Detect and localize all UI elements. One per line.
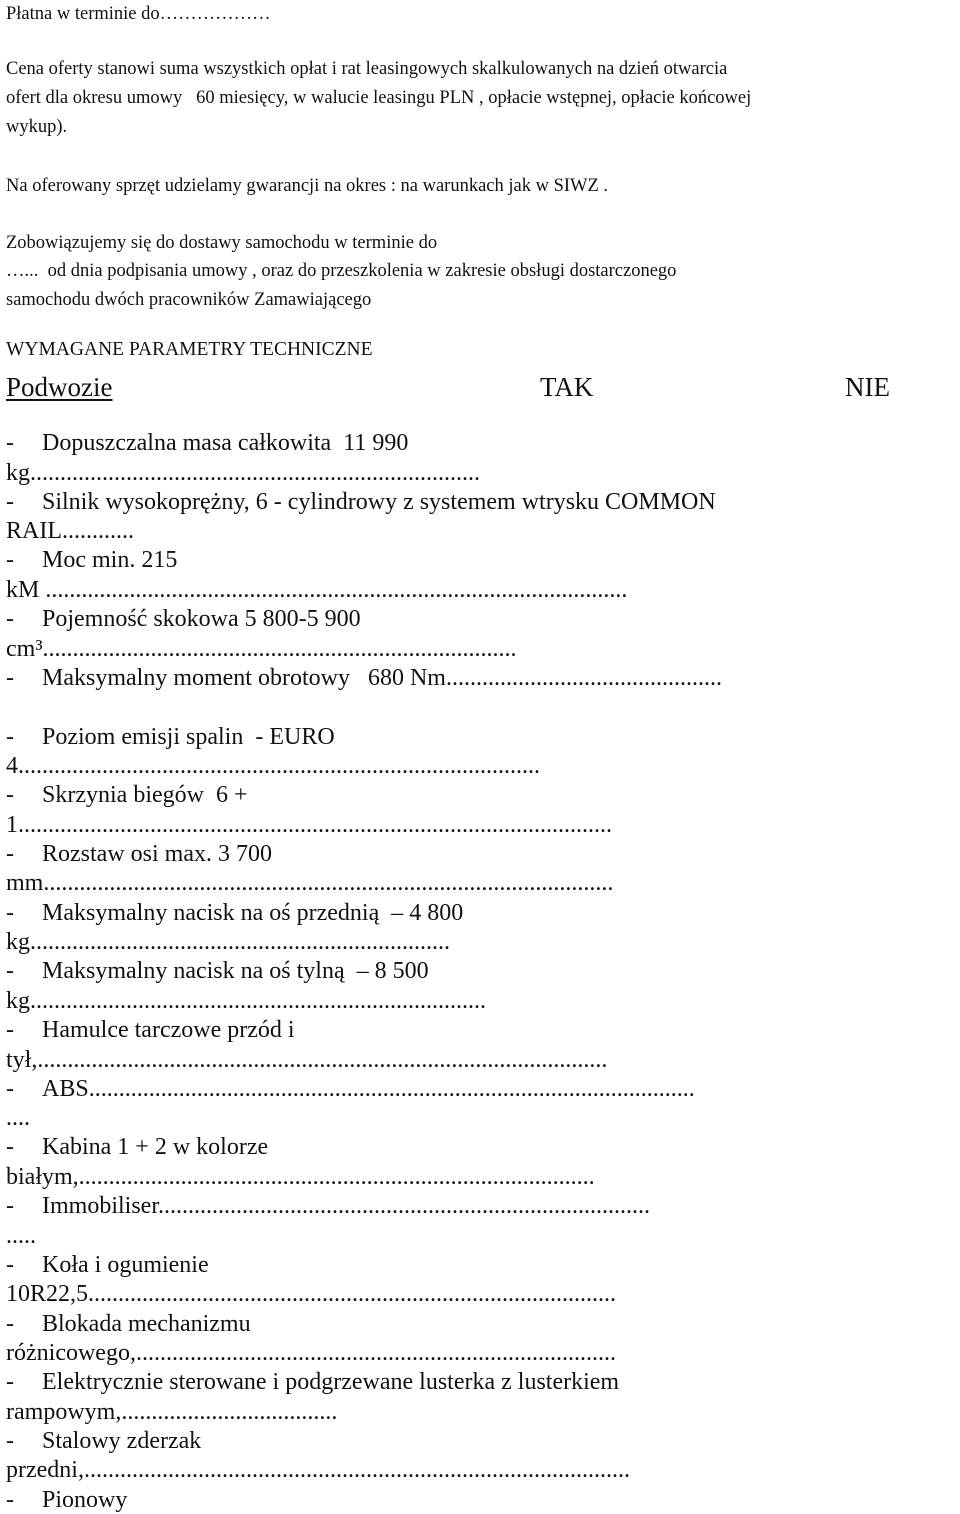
list-item-dash: - [6,958,14,985]
list-item-text: Pojemność skokowa 5 800-5 900 [42,606,361,633]
delivery-paragraph-line-2: …... od dnia podpisania umowy , oraz do przeszkolenia w zakresie obsługi dostarczonego [6,261,677,281]
list-item-dash: - [6,1486,14,1513]
list-item-dash: - [6,606,14,633]
list-item-text: Maksymalny moment obrotowy 680 Nm.............................................. [42,664,722,691]
list-item-continuation: przedni,........................................................................................... [6,1457,630,1484]
list-item-dash: - [6,1251,14,1278]
list-item-text: Dopuszczalna masa całkowita 11 990 [42,430,409,456]
delivery-paragraph-line-3: samochodu dwóch pracowników Zamawiającego [6,290,372,310]
section-heading: WYMAGANE PARAMETRY TECHNICZNE [6,339,373,360]
list-item-text: Maksymalny nacisk na oś przednią – 4 800 [42,899,464,926]
list-item-continuation: mm............................................................................................... [6,870,614,897]
paid-deadline-line: Płatna w terminie do……………… [6,4,271,24]
list-item-dash: - [6,723,14,750]
column-header-tak: TAK [540,372,594,402]
list-item-continuation: RAIL............ [6,518,134,545]
list-item-continuation: rampowym,.................................... [6,1398,338,1425]
list-item-continuation: 10R22,5........................................................................................ [6,1281,617,1308]
list-item-continuation: kg........................................................................... [6,459,480,486]
list-item-dash: - [6,1193,14,1220]
list-item-dash: - [6,488,14,515]
list-item-continuation: ..... [6,1222,36,1249]
list-item-text: Pionowy [42,1486,128,1513]
list-item-dash: - [6,1369,14,1396]
list-item-text: Immobiliser.................................................................................. [42,1193,650,1220]
list-item-continuation: 1................................................................................................... [6,811,612,838]
list-item-dash: - [6,782,14,809]
list-item-continuation: białym,...................................................................................... [6,1163,595,1190]
list-item-dash: - [6,1427,14,1454]
price-paragraph-line-2: ofert dla okresu umowy 60 miesięcy, w walucie leasingu PLN , opłacie wstępnej, opłacie końcowej [6,88,752,108]
list-item-dash: - [6,430,14,456]
list-item-text: Stalowy zderzak [42,1427,202,1454]
list-item-dash: - [6,547,14,574]
list-item-text: Elektrycznie sterowane i podgrzewane lusterka z lusterkiem [42,1369,620,1396]
list-item-continuation: kg...................................................................... [6,929,450,956]
list-item-dash: - [6,1134,14,1161]
list-item-text: Blokada mechanizmu [42,1310,251,1337]
list-item-text: Maksymalny nacisk na oś tylną – 8 500 [42,958,429,985]
column-header-nie: NIE [845,372,890,402]
list-item-continuation: kM ................................................................................................. [6,576,628,603]
section-name-podwozie: Podwozie [6,372,113,402]
list-item-text: Silnik wysokoprężny, 6 - cylindrowy z systemem wtrysku COMMON [42,488,716,515]
list-item-text: Rozstaw osi max. 3 700 [42,840,272,867]
list-item-dash: - [6,1017,14,1043]
list-item-continuation: tył,............................................................................................... [6,1046,608,1073]
list-item-continuation: różnicowego,................................................................................ [6,1340,616,1366]
list-item-text: Hamulce tarczowe przód i [42,1017,295,1043]
delivery-paragraph-line-1: Zobowiązujemy się do dostawy samochodu w terminie do [6,233,438,253]
list-item-text: Kabina 1 + 2 w kolorze [42,1134,269,1161]
list-item-dash: - [6,899,14,926]
price-paragraph-line-3: wykup). [6,117,68,137]
list-item-continuation: .... [6,1105,30,1132]
list-item-continuation: kg............................................................................ [6,987,486,1014]
list-item-continuation: 4....................................................................................... [6,753,540,779]
list-item-text: ABS..................................................................................................... [42,1075,695,1102]
list-item-dash: - [6,664,14,691]
list-item-dash: - [6,1310,14,1337]
list-item-text: Moc min. 215 [42,547,178,574]
warranty-line: Na oferowany sprzęt udzielamy gwarancji na okres : na warunkach jak w SIWZ . [6,176,609,196]
list-item-dash: - [6,1075,14,1102]
list-item-text: Poziom emisji spalin - EURO [42,723,335,750]
list-item-text: Skrzynia biegów 6 + [42,782,248,809]
list-item-text: Koła i ogumienie [42,1251,209,1278]
price-paragraph-line-1: Cena oferty stanowi suma wszystkich opłat i rat leasingowych skalkulowanych na dzień otwarcia [6,59,728,79]
list-item-continuation: cm³............................................................................... [6,635,517,662]
list-item-dash: - [6,840,14,867]
